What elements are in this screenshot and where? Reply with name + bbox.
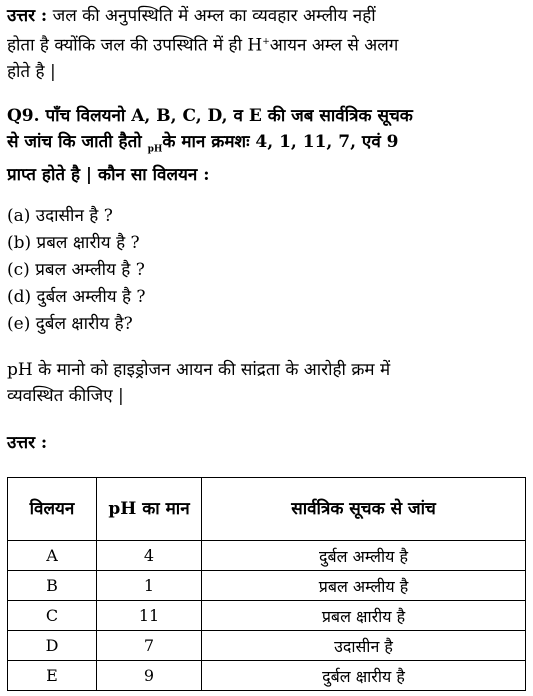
ph-table	[7, 477, 526, 691]
ph-subscript: pH	[147, 144, 163, 155]
option-a: (a) उदासीन है ?	[7, 206, 113, 226]
answer-label: उत्तर :	[7, 6, 48, 26]
cell-result: दुर्बल अम्लीय है	[202, 541, 526, 571]
answer-2-label: उत्तर :	[7, 433, 48, 453]
table-row	[8, 541, 526, 571]
instruction-line-1: pH के मानो को हाइड्रोजन आयन की सांद्रता के आरोही क्रम में	[7, 360, 391, 380]
cell-result: उदासीन है	[202, 631, 526, 661]
header-indicator-test: सार्वत्रिक सूचक से जांच	[202, 478, 526, 541]
question-line-2a: से जांच कि जाती हैतो	[7, 132, 142, 152]
question-line-2b: के मान क्रमशः 4, 1, 11, 7, एवं 9	[162, 132, 399, 152]
instruction-line-2: व्यवस्थित कीजिए |	[7, 386, 124, 406]
option-c: (c) प्रबल अम्लीय है ?	[7, 260, 145, 280]
cell-result: प्रबल क्षारीय है	[202, 601, 526, 631]
question-line-1: Q9. पाँच विलयनो A, B, C, D, व E की जब सार्वत्रिक सूचक	[7, 106, 413, 126]
cell-result: दुर्बल क्षारीय है	[202, 661, 526, 691]
cell-solution: C	[8, 601, 97, 631]
table-header-row	[8, 478, 526, 541]
table-row	[8, 571, 526, 601]
question-line-3: प्राप्त होते है | कौन सा विलयन :	[7, 165, 210, 186]
table-row	[8, 601, 526, 631]
cell-ph: 11	[97, 601, 202, 631]
header-ph-value: pH का मान	[97, 478, 202, 541]
table-row	[8, 661, 526, 691]
h-plus-superscript: +	[262, 37, 270, 47]
cell-ph: 4	[97, 541, 202, 571]
cell-ph: 9	[97, 661, 202, 691]
cell-ph: 1	[97, 571, 202, 601]
option-e: (e) दुर्बल क्षारीय है?	[7, 314, 133, 334]
answer-paragraph	[7, 3, 527, 85]
table-row	[8, 631, 526, 661]
answer-line-3: होते है |	[7, 61, 56, 82]
cell-solution: A	[8, 541, 97, 571]
answer-line-2a: होता है क्योंकि जल की उपस्थिति में ही H	[7, 35, 263, 56]
instruction-paragraph	[7, 357, 527, 409]
cell-solution: B	[8, 571, 97, 601]
answer-line-2b: आयन अम्ल से अलग	[269, 35, 399, 56]
question-paragraph	[7, 103, 527, 188]
answer-line-1: जल की अनुपस्थिति में अम्ल का व्यवहार अम्लीय नहीं	[52, 6, 376, 26]
cell-result: प्रबल अम्लीय है	[202, 571, 526, 601]
cell-solution: D	[8, 631, 97, 661]
header-solution: विलयन	[8, 478, 97, 541]
option-b: (b) प्रबल क्षारीय है ?	[7, 233, 140, 253]
cell-solution: E	[8, 661, 97, 691]
option-d: (d) दुर्बल अम्लीय है ?	[7, 287, 146, 307]
cell-ph: 7	[97, 631, 202, 661]
